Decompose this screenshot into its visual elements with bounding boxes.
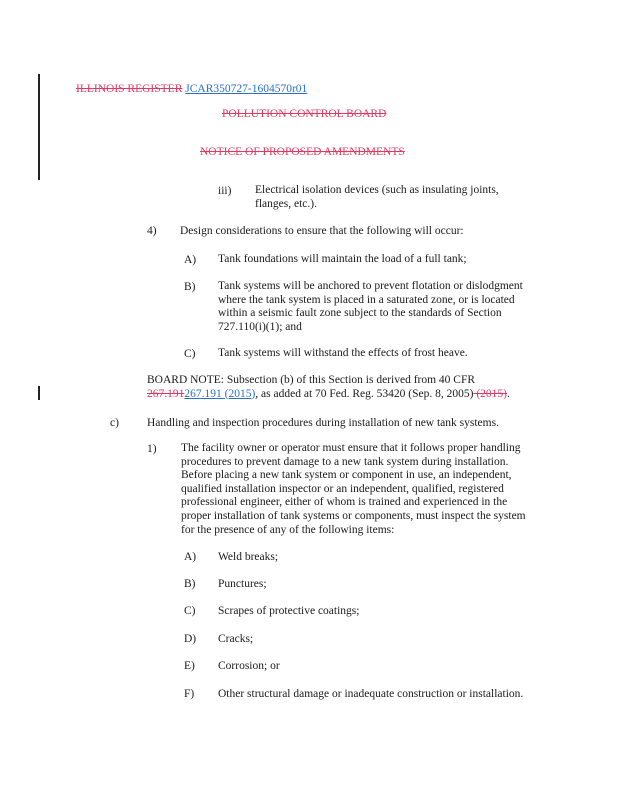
item-c-label: c) — [110, 417, 119, 429]
board-note-after-cite: , as added at 70 Fed. Reg. 53420 (Sep. 8, 2005) — [255, 387, 474, 400]
item-1a-label: A) — [184, 551, 197, 563]
item-4c-text — [218, 347, 468, 361]
notice-title: NOTICE OF PROPOSED AMENDMENTS — [200, 146, 405, 158]
item-1b-label: B) — [184, 578, 196, 590]
item-4a-line: Tank foundations will maintain the load of a full tank; — [218, 253, 467, 265]
item-1-line4: qualified installation inspector or an independent, qualified, registered — [181, 482, 504, 495]
item-1f-text: Other structural damage or inadequate construction or installation. — [218, 688, 524, 700]
item-1f-label: F) — [184, 688, 195, 700]
item-1-line6: proper installation of tank systems or components, must inspect the system — [181, 509, 526, 522]
item-1d-text: Cracks; — [218, 633, 254, 645]
register-deleted: ILLINOIS REGISTER — [76, 83, 183, 95]
register-inserted: JCAR350727-1604570r01 — [185, 83, 308, 95]
item-4b-line4: 727.110(i)(1); and — [218, 320, 302, 333]
item-4b-line1: Tank systems will be anchored to prevent flotation or dislodgment — [218, 280, 523, 292]
item-4b-line3: within a seismic fault zone subject to the standards of Section — [218, 307, 502, 320]
item-4b-text — [218, 280, 523, 334]
change-bar-note — [38, 386, 40, 400]
register-header — [76, 82, 307, 96]
item-4a-label: A) — [184, 254, 197, 266]
item-4b-line2: where the tank system is placed in a saturated zone, or is located — [218, 293, 515, 306]
board-note-end: . — [507, 387, 510, 400]
board-note-deleted-year: (2015) — [473, 387, 507, 400]
item-4a-text — [218, 253, 467, 267]
board-note — [147, 374, 510, 401]
board-note-inserted-cite: 267.191 (2015) — [184, 387, 256, 400]
item-4-text: Design considerations to ensure that the following will occur: — [180, 225, 464, 237]
item-4c-label: C) — [184, 348, 196, 360]
item-1-line1: The facility owner or operator must ensure that it follows proper handling — [181, 442, 521, 454]
board-note-line2 — [147, 388, 510, 402]
item-1-line2: procedures to prevent damage to a new tank system during installation. — [181, 455, 509, 468]
item-1e-label: E) — [184, 660, 195, 672]
item-1c-text: Scrapes of protective coatings; — [218, 605, 360, 617]
item-1-label: 1) — [147, 443, 157, 455]
item-4b-label: B) — [184, 281, 196, 293]
item-1b-text: Punctures; — [218, 578, 267, 590]
item-1-line7: for the presence of any of the following items: — [181, 523, 395, 536]
item-4-label: 4) — [147, 225, 157, 237]
item-1a-text: Weld breaks; — [218, 551, 279, 563]
item-1e-text: Corrosion; or — [218, 660, 280, 672]
board-note-deleted-cite: 267.191 — [147, 387, 185, 400]
item-1-line3: Before placing a new tank system or component in use, an independent, — [181, 469, 512, 482]
item-1c-label: C) — [184, 605, 196, 617]
item-iii-text — [255, 184, 499, 211]
board-title: POLLUTION CONTROL BOARD — [222, 108, 387, 120]
item-4c-line: Tank systems will withstand the effects of frost heave. — [218, 347, 468, 359]
item-1-text — [181, 442, 526, 537]
item-1d-label: D) — [184, 633, 197, 645]
item-1-line5: professional engineer, either of whom is trained and experienced in the — [181, 496, 508, 509]
item-iii-line1: Electrical isolation devices (such as insulating joints, — [255, 184, 499, 196]
board-note-line1: BOARD NOTE: Subsection (b) of this Section is derived from 40 CFR — [147, 374, 476, 386]
item-iii-line2: flanges, etc.). — [255, 197, 317, 210]
item-iii-label: iii) — [218, 185, 232, 197]
item-c-text: Handling and inspection procedures during installation of new tank systems. — [147, 417, 499, 429]
change-bar-top — [38, 74, 40, 180]
